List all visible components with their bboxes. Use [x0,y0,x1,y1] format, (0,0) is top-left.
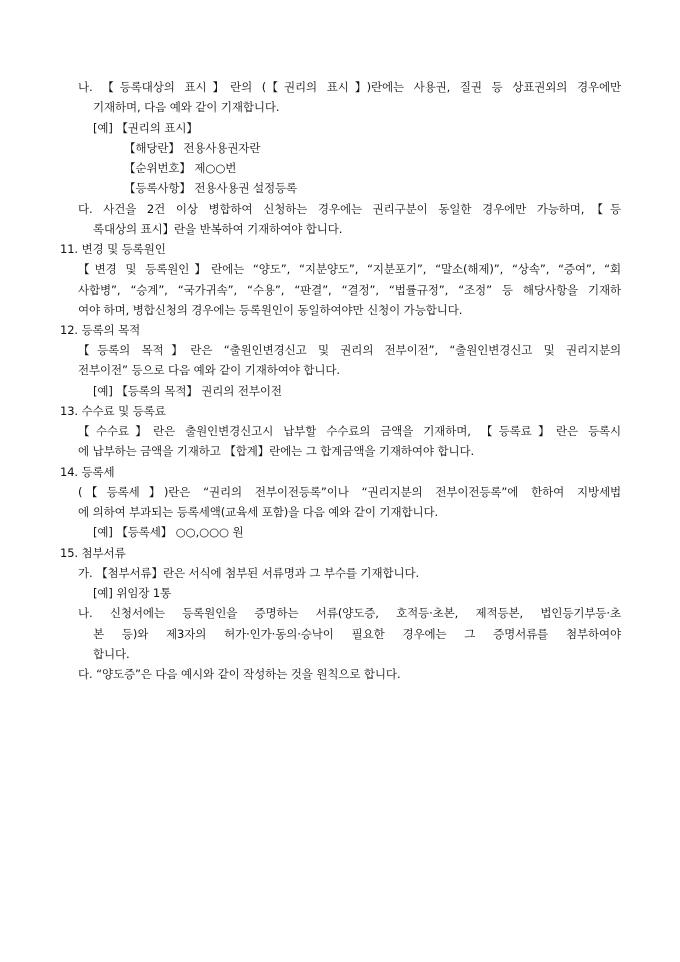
text-line: 전부이전” 등으로 다음 예와 같이 기재하여야 합니다. [78,363,340,377]
text-line: 여야 하며, 병합신청의 경우에는 등록원인이 동일하여야만 신청이 가능합니다. [78,303,463,317]
text-line: 가. 【첨부서류】란은 서식에 첨부된 서류명과 그 부수를 기재합니다. [78,566,420,580]
text-line: 【등록사항】 전용사용권 설정등록 [124,181,298,195]
text-line: 나. 신청서에는 등록원인을 증명하는 서류(양도증, 호적등·초본, 제적등본, 법인등기부등·초 [78,606,621,620]
section-heading: 11. 변경 및 등록원인 [60,242,166,256]
section-heading: 13. 수수료 및 등록료 [60,404,166,418]
text-line: 본 등)와 제3자의 허가·인가·동의·승낙이 필요한 경우에는 그 증명서류를 첨부하여야 [93,627,621,641]
section-heading: 12. 등록의 목적 [60,323,141,337]
text-line: 사합병”, “승계”, “국가귀속”, “수용”, “판결”, “결정”, “법률규정”, “조정” 등 해당사항을 기재하 [78,283,621,297]
text-line: [예] 위임장 1통 [93,586,172,600]
text-line: (【등록세】)란은 “권리의 전부이전등록”이나 “권리지분의 전부이전등록”에 한하여 지방세법 [78,485,621,499]
text-line: [예] 【권리의 표시】 [93,121,198,135]
text-line: [예] 【등록세】 ○○,○○○ 원 [93,525,244,539]
text-line: 【순위번호】 제○○번 [124,161,237,175]
text-line: 에 의하여 부과되는 등록세액(교육세 포함)을 다음 예와 같이 기재합니다. [78,505,439,519]
text-line: 에 납부하는 금액을 기재하고 【합계】란에는 그 합계금액을 기재하여야 합니다. [78,444,475,458]
text-line: 기재하며, 다음 예와 같이 기재합니다. [93,100,280,114]
text-line: 다. “양도증”은 다음 예시와 같이 작성하는 것을 원칙으로 합니다. [78,667,401,681]
text-line: 나. 【등록대상의 표시】란의 (【권리의 표시】)란에는 사용권, 질권 등 상표권외의 경우에만 [78,80,621,94]
text-line: 다. 사건을 2건 이상 병합하여 신청하는 경우에는 권리구분이 동일한 경우에만 가능하며,【등 [78,202,621,216]
text-line: 【수수료】란은 출원인변경신고시 납부할 수수료의 금액을 기재하며, 【등록료】란은 등록시 [78,424,621,438]
text-line: 록대상의 표시】란을 반복하여 기재하여야 합니다. [93,222,343,236]
text-line: 【변경 및 등록원인】란에는 “양도”, “지분양도”, “지분포기”, “말소(해제)”, “상속”, “증여”, “회 [78,262,621,276]
text-line: 【해당란】 전용사용권자란 [124,141,261,155]
section-heading: 14. 등록세 [60,465,115,479]
section-heading: 15. 첨부서류 [60,546,126,560]
text-line: 합니다. [93,647,130,661]
text-line: 【등록의 목적】란은 “출원인변경신고 및 권리의 전부이전”, “출원인변경신고 및 권리지분의 [78,343,621,357]
text-line: [예] 【등록의 목적】 권리의 전부이전 [93,384,282,398]
